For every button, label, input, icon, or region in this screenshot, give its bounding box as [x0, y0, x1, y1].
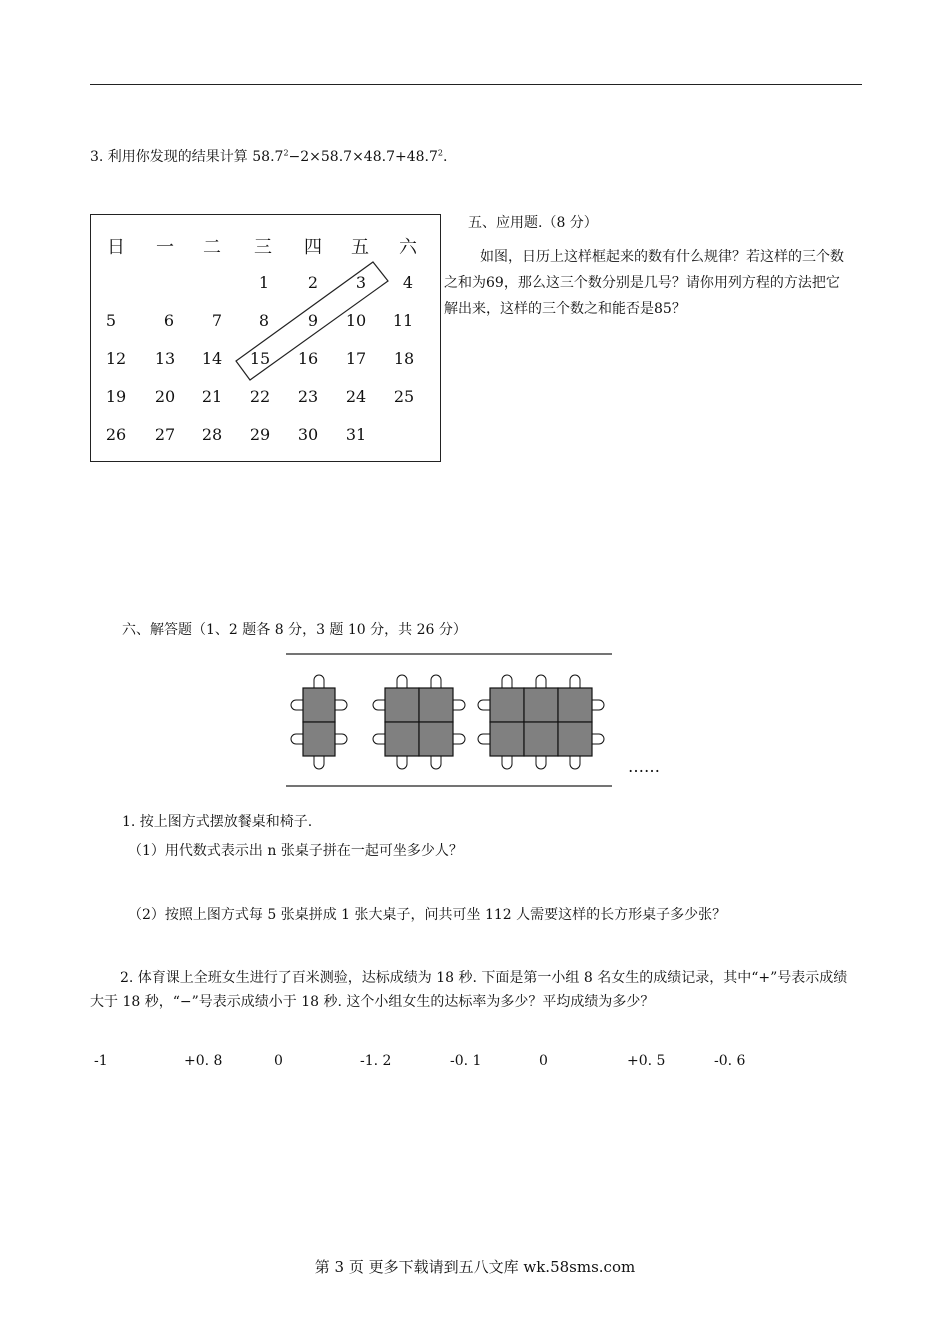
calendar-header-tue: 二 [203, 237, 221, 258]
question-1-part-2: （2）按照上图方式每 5 张桌拼成 1 张大桌子，问共可坐 112 人需要这样的长方形桌子多少张？ [128, 907, 727, 923]
question-1-part-1: （1）用代数式表示出 n 张桌子拼在一起可坐多少人？ [128, 843, 463, 859]
section-5-title: 五、应用题.（8 分） [468, 215, 598, 231]
calendar-header-wed: 三 [254, 237, 272, 258]
chair-icon [291, 734, 303, 744]
tables-figure [280, 648, 680, 790]
calendar-day: 23 [297, 387, 319, 406]
calendar-day: 2 [307, 273, 319, 292]
calendar-day: 29 [249, 425, 271, 444]
table-square [419, 688, 453, 722]
chair-icon [536, 756, 546, 769]
chair-icon [592, 734, 604, 744]
score-value: +0. 8 [184, 1053, 223, 1069]
calendar-day: 21 [201, 387, 223, 406]
calendar-day: 27 [154, 425, 176, 444]
chair-icon [335, 700, 347, 710]
calendar-day: 4 [402, 273, 414, 292]
calendar-day: 16 [297, 349, 319, 368]
calendar-day: 20 [154, 387, 176, 406]
calendar-day: 31 [345, 425, 367, 444]
calendar-day: 19 [105, 387, 127, 406]
table-square [558, 722, 592, 756]
calendar-day: 22 [249, 387, 271, 406]
calendar-day: 5 [105, 311, 117, 330]
score-value: +0. 5 [627, 1053, 666, 1069]
chair-icon [314, 675, 324, 688]
chair-icon [335, 734, 347, 744]
table-square [385, 688, 419, 722]
calendar-day: 17 [345, 349, 367, 368]
chair-icon [373, 734, 385, 744]
question-3 [90, 146, 447, 166]
figure-ellipsis: …… [628, 757, 660, 776]
calendar-box [90, 214, 441, 462]
table-square [303, 688, 335, 722]
table-square [385, 722, 419, 756]
score-value: -0. 1 [450, 1053, 482, 1069]
chair-icon [314, 756, 324, 769]
calendar-day: 1 [258, 273, 270, 292]
calendar-day: 11 [392, 311, 414, 330]
chair-icon [570, 675, 580, 688]
chair-icon [397, 756, 407, 769]
q3-text-a: 3. 利用你发现的结果计算 58.7 [90, 149, 284, 165]
calendar-day: 6 [163, 311, 175, 330]
chair-icon [291, 700, 303, 710]
calendar-day: 26 [105, 425, 127, 444]
section-6-title: 六、解答题（1、2 题各 8 分，3 题 10 分，共 26 分） [122, 622, 467, 638]
calendar-day: 18 [393, 349, 415, 368]
score-value: -0. 6 [714, 1053, 746, 1069]
calendar-header-mon: 一 [156, 237, 174, 258]
calendar-day: 24 [345, 387, 367, 406]
page-footer: 第 3 页 更多下载请到五八文库 wk.58sms.com [314, 1258, 636, 1276]
calendar-day: 12 [105, 349, 127, 368]
score-value: 0 [274, 1053, 283, 1069]
chair-icon [431, 756, 441, 769]
table-group-3 [478, 675, 604, 769]
chair-icon [373, 700, 385, 710]
q3-exponent-2: 2 [437, 148, 443, 158]
table-square [558, 688, 592, 722]
score-value: -1 [94, 1053, 108, 1069]
calendar-day: 8 [258, 311, 270, 330]
chair-icon [592, 700, 604, 710]
chair-icon [478, 700, 490, 710]
top-rule [90, 84, 862, 85]
calendar-day: 28 [201, 425, 223, 444]
table-group-1 [291, 675, 347, 769]
calendar-day: 9 [307, 311, 319, 330]
score-value: 0 [539, 1053, 548, 1069]
q3-text-b: −2×58.7×48.7+48.7 [288, 149, 438, 165]
calendar-day: 30 [297, 425, 319, 444]
calendar-day: 25 [393, 387, 415, 406]
table-square [490, 688, 524, 722]
chair-icon [502, 756, 512, 769]
section-5-body: 如图，日历上这样框起来的数有什么规律？若这样的三个数之和为69，那么这三个数分别是几号？请你用列方程的方法把它解出来，这样的三个数之和能否是85？ [444, 249, 844, 317]
calendar-day: 7 [211, 311, 223, 330]
question-1-title: 1. 按上图方式摆放餐桌和椅子. [122, 814, 313, 830]
calendar-day: 15 [249, 349, 271, 368]
table-square [524, 722, 558, 756]
question-2-text: 2. 体育课上全班女生进行了百米测验，达标成绩为 18 秒. 下面是第一小组 8 名女生的成绩记录，其中“+”号表示成绩大于 18 秒，“−”号表示成绩小于 18 秒. 这个小组女生的达标率为多少？平均成绩为多少？ [90, 970, 848, 1010]
table-square [419, 722, 453, 756]
calendar-header-thu: 四 [304, 237, 322, 258]
chair-icon [536, 675, 546, 688]
chair-icon [570, 756, 580, 769]
calendar-day: 14 [201, 349, 223, 368]
chair-icon [453, 700, 465, 710]
calendar-header-fri: 五 [351, 237, 369, 258]
chair-icon [431, 675, 441, 688]
calendar-header-sat: 六 [399, 237, 417, 258]
calendar-header-sun: 日 [107, 237, 125, 258]
calendar-day: 3 [355, 273, 367, 292]
score-value: -1. 2 [360, 1053, 392, 1069]
calendar-day: 10 [345, 311, 367, 330]
table-square [303, 722, 335, 756]
chair-icon [397, 675, 407, 688]
table-square [524, 688, 558, 722]
q3-text-c: . [442, 149, 448, 165]
q3-exponent-1: 2 [283, 148, 289, 158]
chair-icon [502, 675, 512, 688]
calendar-day: 13 [154, 349, 176, 368]
table-square [490, 722, 524, 756]
chair-icon [453, 734, 465, 744]
chair-icon [478, 734, 490, 744]
table-group-2 [373, 675, 465, 769]
